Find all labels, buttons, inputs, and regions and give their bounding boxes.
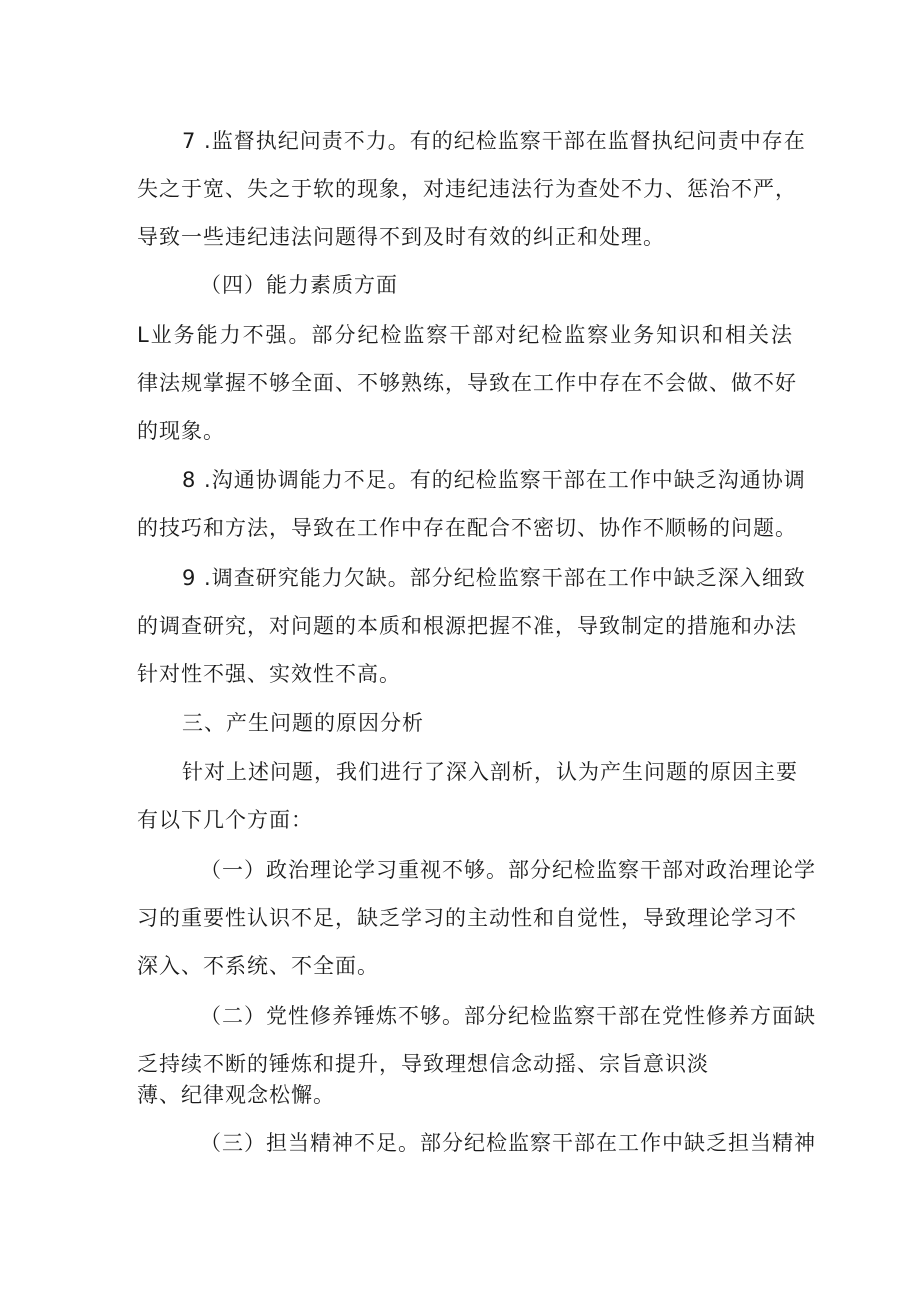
section-heading-causes: 三、产生问题的原因分析 <box>182 711 424 735</box>
intro-line-2: 有以下几个方面： <box>137 808 313 832</box>
cause-1-line-3: 深入、不系统、不全面。 <box>137 954 379 978</box>
item-7-line-2: 失之于宽、失之于软的现象，对违纪违法行为查处不力、惩治不严， <box>137 177 797 201</box>
section-heading-ability: （四）能力素质方面 <box>200 273 398 297</box>
cause-2-line-3: 薄、纪律观念松懈。 <box>137 1083 335 1107</box>
cause-1-line-2: 习的重要性认识不足，缺乏学习的主动性和自觉性，导致理论学习不 <box>137 906 797 930</box>
item-1-line-1: L业务能力不强。部分纪检监察干部对纪检监察业务知识和相关法 <box>137 323 793 347</box>
cause-2-line-2: 乏持续不断的锤炼和提升，导致理想信念动摇、宗旨意识淡 <box>137 1052 709 1076</box>
cause-2-line-1: （二）党性修养锤炼不够。部分纪检监察干部在党性修养方面缺 <box>200 1004 816 1028</box>
item-8-line-1: 8 .沟通协调能力不足。有的纪检监察干部在工作中缺乏沟通协调 <box>182 468 806 492</box>
item-1-line-3: 的现象。 <box>137 419 225 443</box>
cause-3-line-1: （三）担当精神不足。部分纪检监察干部在工作中缺乏担当精神 <box>200 1131 816 1155</box>
item-1-line-2: 律法规掌握不够全面、不够熟练，导致在工作中存在不会做、做不好 <box>137 371 797 395</box>
item-7-line-1: 7 .监督执纪问责不力。有的纪检监察干部在监督执纪问责中存在 <box>182 129 806 153</box>
item-9-line-2: 的调查研究，对问题的本质和根源把握不准，导致制定的措施和办法 <box>137 614 797 638</box>
item-9-line-1: 9 .调查研究能力欠缺。部分纪检监察干部在工作中缺乏深入细致 <box>182 566 806 590</box>
item-9-line-3: 针对性不强、实效性不高。 <box>137 662 401 686</box>
item-8-line-2: 的技巧和方法，导致在工作中存在配合不密切、协作不顺畅的问题。 <box>137 516 797 540</box>
item-7-line-3: 导致一些违纪违法问题得不到及时有效的纠正和处理。 <box>137 225 665 249</box>
intro-line-1: 针对上述问题，我们进行了深入剖析，认为产生问题的原因主要 <box>182 760 798 784</box>
cause-1-line-1: （一）政治理论学习重视不够。部分纪检监察干部对政治理论学 <box>200 858 816 882</box>
